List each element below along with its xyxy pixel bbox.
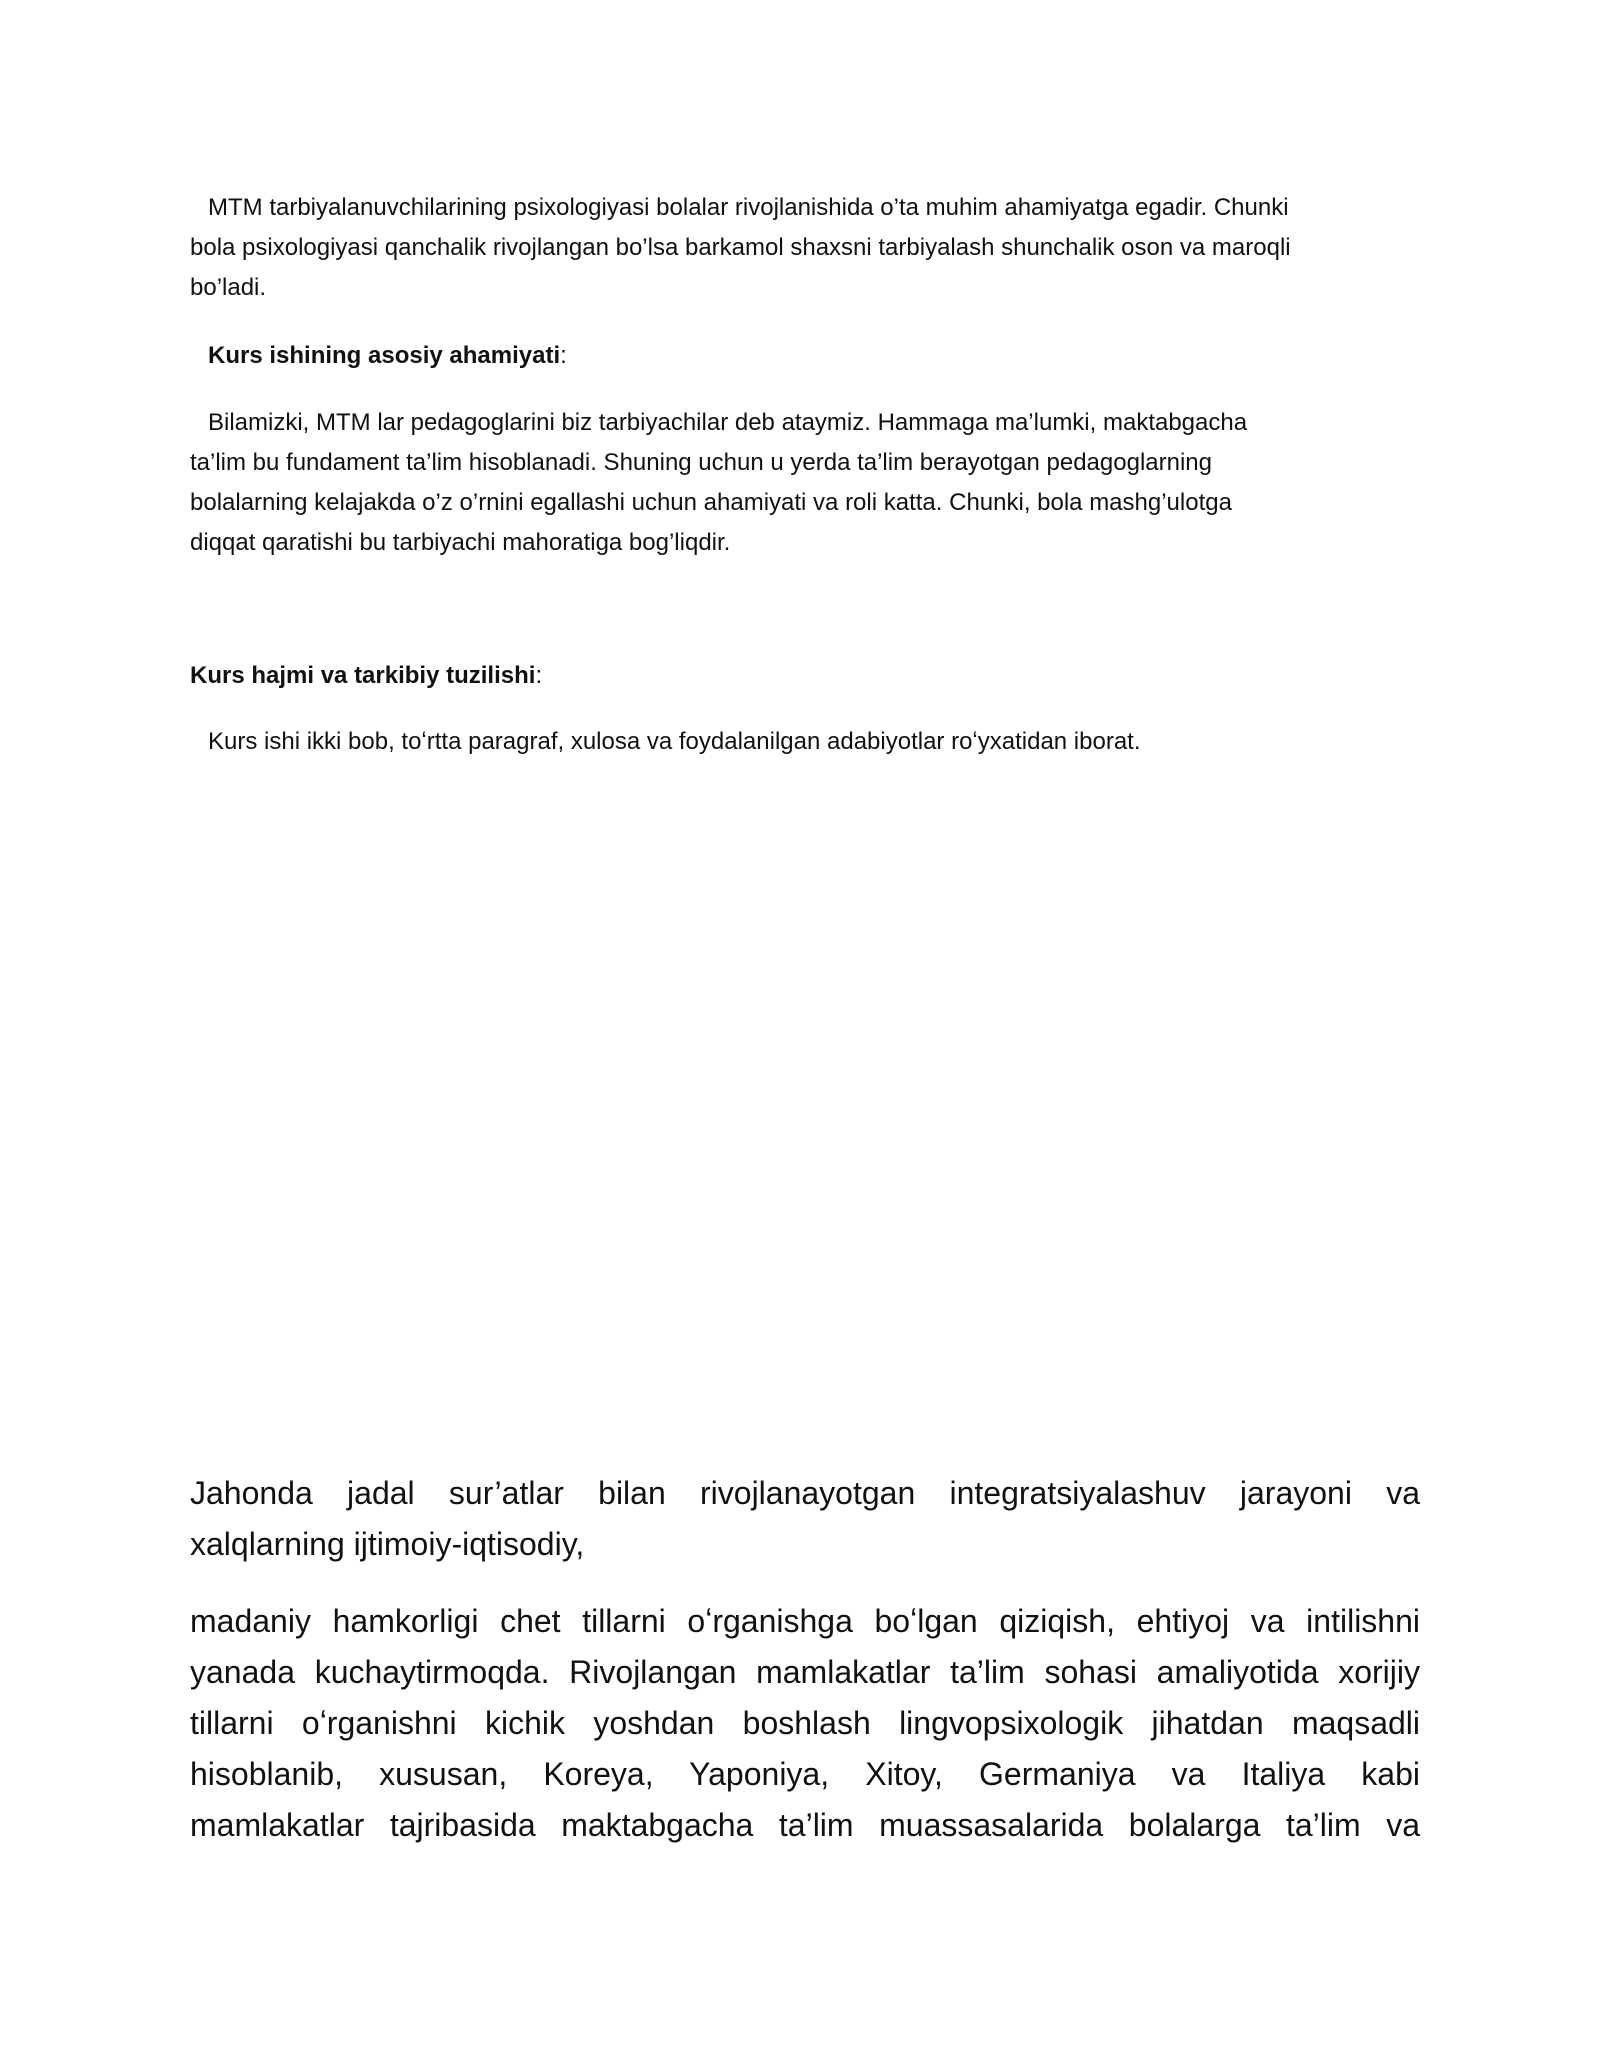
heading-structure-text: Kurs hajmi va tarkibiy tuzilishi <box>190 662 536 689</box>
intro-paragraph <box>190 188 1420 308</box>
heading-structure-colon: : <box>535 662 543 689</box>
importance-line-2: ta’lim bu fundament ta’lim hisoblanadi. Shuning uchun u yerda ta’lim berayotgan pedagoglarning <box>190 449 1212 476</box>
foreign-languages-line-3: tillarni oʻrganishni kichik yoshdan boshlash lingvopsixologik jihatdan maqsadli <box>190 1705 1420 1741</box>
integration-line-2: xalqlarning ijtimoiy-iqtisodiy, <box>190 1526 585 1562</box>
heading-importance-colon: : <box>560 342 567 369</box>
foreign-languages-line-5: mamlakatlar tajribasida maktabgacha ta’lim muassasalarida bolalarga ta’lim va <box>190 1807 1420 1843</box>
importance-line-1: Bilamizki, MTM lar pedagoglarini biz tarbiyachilar deb ataymiz. Hammaga ma’lumki, maktabgacha <box>208 409 1248 436</box>
section-heading-importance <box>190 336 1420 376</box>
structure-paragraph <box>190 722 1420 762</box>
foreign-languages-line-4: hisoblanib, xususan, Koreya, Yaponiya, Xitoy, Germaniya va Italiya kabi <box>190 1756 1420 1792</box>
intro-line-1: MTM tarbiyalanuvchilarining psixologiyasi bolalar rivojlanishida o’ta muhim ahamiyatga egadir. Chunki <box>208 194 1289 221</box>
importance-line-4: diqqat qaratishi bu tarbiyachi mahoratiga bog’liqdir. <box>190 529 731 556</box>
structure-line-1: Kurs ishi ikki bob, toʻrtta paragraf, xulosa va foydalanilgan adabiyotlar roʻyxatidan iborat. <box>208 728 1141 755</box>
integration-line-1: Jahonda jadal sur’atlar bilan rivojlanayotgan integratsiyalashuv jarayoni va <box>190 1475 1420 1511</box>
importance-paragraph <box>190 403 1420 563</box>
foreign-languages-line-1: madaniy hamkorligi chet tillarni oʻrganishga boʻlgan qiziqish, ehtiyoj va intilishni <box>190 1603 1420 1639</box>
importance-line-3: bolalarning kelajakda o’z o’rnini egallashi uchun ahamiyati va roli katta. Chunki, bola mashg’ulotga <box>190 489 1232 516</box>
integration-paragraph <box>190 1468 1420 1570</box>
intro-line-3: bo’ladi. <box>190 274 267 301</box>
section-heading-structure <box>190 656 1420 696</box>
intro-line-2: bola psixologiyasi qanchalik rivojlangan bo’lsa barkamol shaxsni tarbiyalash shunchalik oson va maroqli <box>190 234 1291 261</box>
heading-importance-text: Kurs ishining asosiy ahamiyati <box>208 342 561 369</box>
foreign-languages-paragraph <box>190 1596 1420 1851</box>
foreign-languages-line-2: yanada kuchaytirmoqda. Rivojlangan mamlakatlar ta’lim sohasi amaliyotida xorijiy <box>190 1654 1420 1690</box>
